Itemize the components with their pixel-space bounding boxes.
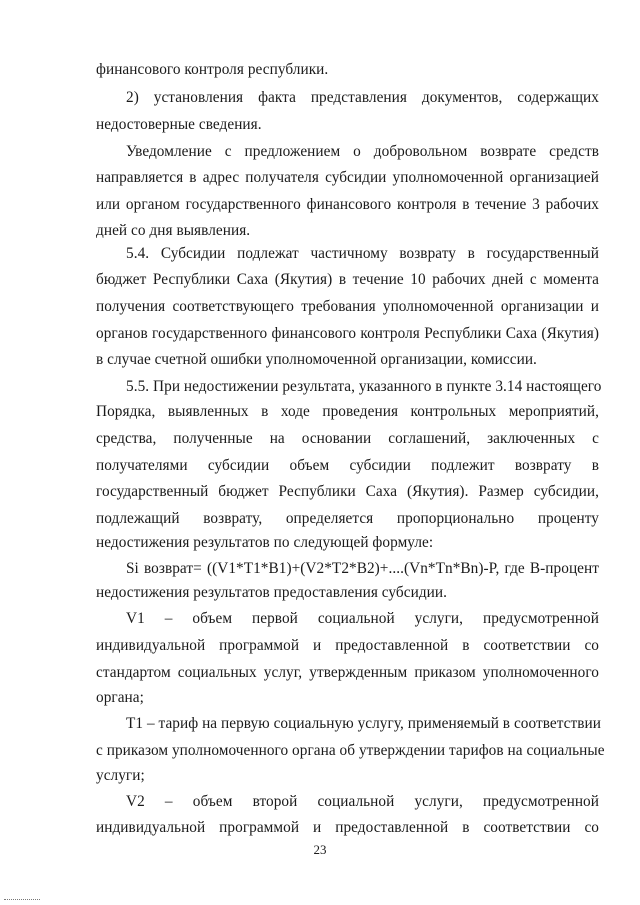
text-line: получателями субсидии объем субсидии подлежит возврату в xyxy=(96,457,599,474)
text-line: 2) установления факта представления документов, содержащих xyxy=(126,89,599,106)
text-line: недостоверные сведения. xyxy=(96,116,262,133)
text-line: получения соответствующего требования уполномоченной организации и xyxy=(96,298,599,315)
text-line: бюджет Республики Саха (Якутия) в течение 10 рабочих дней с момента xyxy=(96,271,599,288)
text-line: недостижения результатов предоставления субсидии. xyxy=(96,584,448,601)
scan-artifact xyxy=(4,899,40,901)
page-number: 23 xyxy=(313,842,327,857)
text-line: недостижения результатов по следующей формуле: xyxy=(96,534,434,551)
text-line: подлежащий возврату, определяется пропорционально проценту xyxy=(96,510,599,527)
text-line: 5.4. Субсидии подлежат частичному возврату в государственный xyxy=(126,245,599,262)
text-line: Уведомление с предложением о добровольном возврате средств xyxy=(126,143,599,160)
text-line: V2 – объем второй социальной услуги, предусмотренной xyxy=(126,793,599,810)
text-line: услуги; xyxy=(96,767,145,784)
text-line: индивидуальной программой и предоставленной в соответствии со xyxy=(96,819,599,836)
text-line: дней со дня выявления. xyxy=(96,222,251,239)
text-line: индивидуальной программой и предоставленной в соответствии со xyxy=(96,637,599,654)
text-line: направляется в адрес получателя субсидии уполномоченной организацией xyxy=(96,169,599,186)
text-line: с приказом уполномоченного органа об утверждении тарифов на социальные xyxy=(96,742,605,759)
text-line: V1 – объем первой социальной услуги, предусмотренной xyxy=(126,610,599,627)
text-line: Т1 – тариф на первую социальную услугу, применяемый в соответствии xyxy=(126,715,601,732)
text-line: Порядка, выявленных в ходе проведения контрольных мероприятий, xyxy=(96,403,599,420)
text-line: органа; xyxy=(96,689,144,706)
text-line: финансового контроля республики. xyxy=(96,61,329,78)
text-line: или органом государственного финансового контроля в течение 3 рабочих xyxy=(96,196,599,213)
text-line: в случае счетной ошибки уполномоченной организации, комиссии. xyxy=(96,351,537,368)
formula-line: Si возврат= ((V1*T1*B1)+(V2*T2*B2)+....(Vn*Tn*Bn)-P, где В-процент xyxy=(126,560,599,577)
text-line: стандартом социальных услуг, утвержденным приказом уполномоченного xyxy=(96,664,599,681)
text-line: средства, полученные на основании соглашений, заключенных с xyxy=(96,430,599,447)
text-line: 5.5. При недостижении результата, указанного в пункте 3.14 настоящего xyxy=(126,378,602,395)
text-line: органов государственного финансового контроля Республики Саха (Якутия) xyxy=(96,325,599,342)
text-line: государственный бюджет Республики Саха (Якутия). Размер субсидии, xyxy=(96,483,599,500)
